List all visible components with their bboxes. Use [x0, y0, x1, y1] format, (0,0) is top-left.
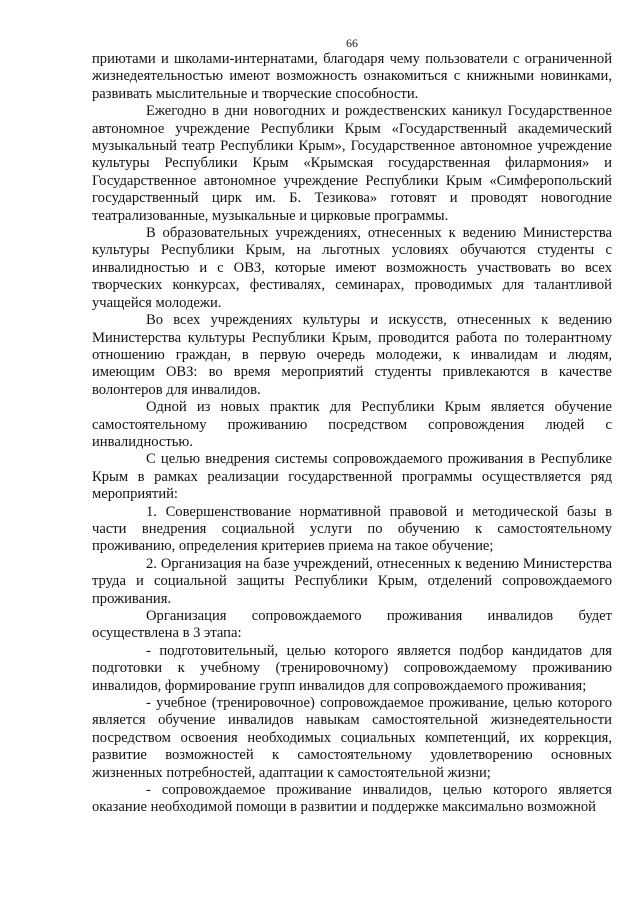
paragraph-educational-institutions: В образовательных учреждениях, отнесенных к ведению Министерства культуры Республики Крым, на льготных условиях обучаются студенты с инвалидностью и с ОВЗ, которые имеют возможность участвовать во всех творческих конкурсах, фестивалях, семинарах, проводимых для талантливой учащейся молодежи. [92, 225, 612, 311]
paragraph-three-stages: Организация сопровождаемого проживания инвалидов будет осуществлена в 3 этапа: [92, 608, 612, 642]
paragraph-new-practice: Одной из новых практик для Республики Крым является обучение самостоятельному проживанию посредством сопровождения людей с инвалидностью. [92, 399, 612, 450]
stage-preparatory: - подготовительный, целью которого является подбор кандидатов для подготовки к учебному (тренировочному) сопровождаемому проживанию инвалидов, формирование групп инвалидов для сопровождаемого проживания; [92, 642, 612, 694]
paragraph-implementation-intro: С целью внедрения системы сопровождаемого проживания в Республике Крым в рамках реализации государственной программы осуществляется ряд мероприятий: [92, 451, 612, 503]
paragraph-tolerance-work: Во всех учреждениях культуры и искусств, отнесенных к ведению Министерства культуры Республики Крым, проводится работа по толерантному отношению граждан, в первую очередь молодежи, к инвалидам и людям, имеющим ОВЗ: во время мероприятий студенты привлекаются в качестве волонтеров для инвалидов. [92, 312, 612, 398]
stage-training: - учебное (тренировочное) сопровождаемое проживание, целью которого является обучение инвалидов навыкам самостоятельной жизнедеятельности посредством освоения необходимых социальных компетенций, их коррекция, развитие возможностей к самостоятельному удовлетворению основных жизненных потребностей, адаптации к самостоятельной жизни; [92, 695, 612, 781]
stage-supported-living: - сопровождаемое проживание инвалидов, целью которого является оказание необходимой помощи в развитии и поддержке максимально возможной [92, 782, 612, 816]
document-body [92, 51, 612, 817]
paragraph-new-year-programs: Ежегодно в дни новогодних и рождественских каникул Государственное автономное учреждение Республики Крым «Государственный академический музыкальный театр Республики Крым», Государственное автономное учреждение культуры Республики Крым «Крымская государственная филармония» и Государственное автономное учреждение Республики Крым «Симферопольский государственный цирк им. Б. Тезикова» готовят и проводят новогодние театрализованные, музыкальные и цирковые программы. [92, 103, 612, 224]
paragraph-continuation: приютами и школами-интернатами, благодаря чему пользователи с ограниченной жизнедеятельностью имеют возможность ознакомиться с книжными новинками, развивать мыслительные и творческие способности. [92, 51, 612, 102]
page-number: 66 [346, 36, 358, 50]
list-item-2: 2. Организация на базе учреждений, отнесенных к ведению Министерства труда и социальной защиты Республики Крым, отделений сопровождаемого проживания. [92, 555, 612, 607]
list-item-1: 1. Совершенствование нормативной правовой и методической базы в части внедрения социальной услуги по обучению к самостоятельному проживанию, определения критериев приема на такое обучение; [92, 503, 612, 555]
